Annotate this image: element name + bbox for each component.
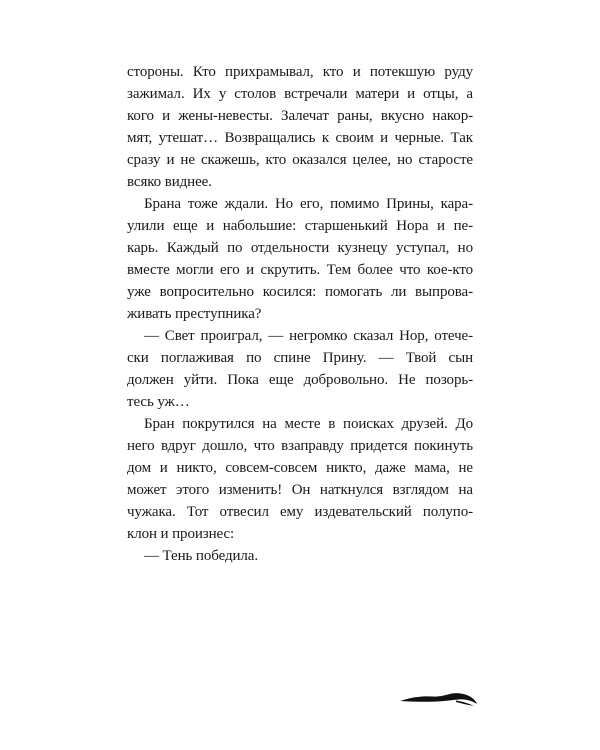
text-line: сразу и не скажешь, кто оказался целее, но старосте [127, 152, 473, 168]
text-line: может этого изменить! Он наткнулся взглядом на [127, 482, 473, 498]
text-line: клон и произнес: [127, 526, 235, 542]
text-line: живать преступника? [127, 306, 262, 322]
text-line: уже вопросительно косился: помогать ли выпрова- [127, 284, 473, 300]
text-line: чужака. Тот отвесил ему издевательский полупо- [127, 504, 473, 520]
text-line: — Тень победила. [144, 548, 258, 564]
text-line: него вдруг дошло, что взаправду придется покинуть [127, 438, 473, 454]
text-line: стороны. Кто прихрамывал, кто и потекшую руду [127, 64, 473, 80]
text-line: вместе могли его и скрутить. Тем более что кое-кто [127, 262, 473, 278]
body-text [127, 61, 473, 567]
text-line: — Свет проиграл, — негромко сказал Нор, отече- [144, 328, 473, 344]
text-line: зажимал. Их у столов встречали матери и отцы, а [127, 86, 473, 102]
text-line: Брана тоже ждали. Но его, помимо Прины, кара- [144, 196, 473, 212]
text-line: улили еще и набольшие: старшенький Нора и пе- [127, 218, 473, 234]
text-line: карь. Каждый по отдельности кузнецу уступал, но [127, 240, 473, 256]
text-line: должен уйти. Пока еще добровольно. Не позорь- [127, 372, 473, 388]
text-line: ски поглаживая по спине Прину. — Твой сын [127, 350, 473, 366]
text-line: Бран покрутился на месте в поисках друзей. До [144, 416, 473, 432]
text-line: дом и никто, совсем-совсем никто, даже мама, не [127, 460, 473, 476]
text-line: всяко виднее. [127, 174, 212, 190]
text-line: тесь уж… [127, 394, 190, 410]
text-line: кого и жены-невесты. Залечат раны, вкусно накор- [127, 108, 473, 124]
brush-stroke-ornament-icon [398, 688, 478, 708]
text-line: мят, утешат… Возвращались к своим и черные. Так [127, 130, 473, 146]
